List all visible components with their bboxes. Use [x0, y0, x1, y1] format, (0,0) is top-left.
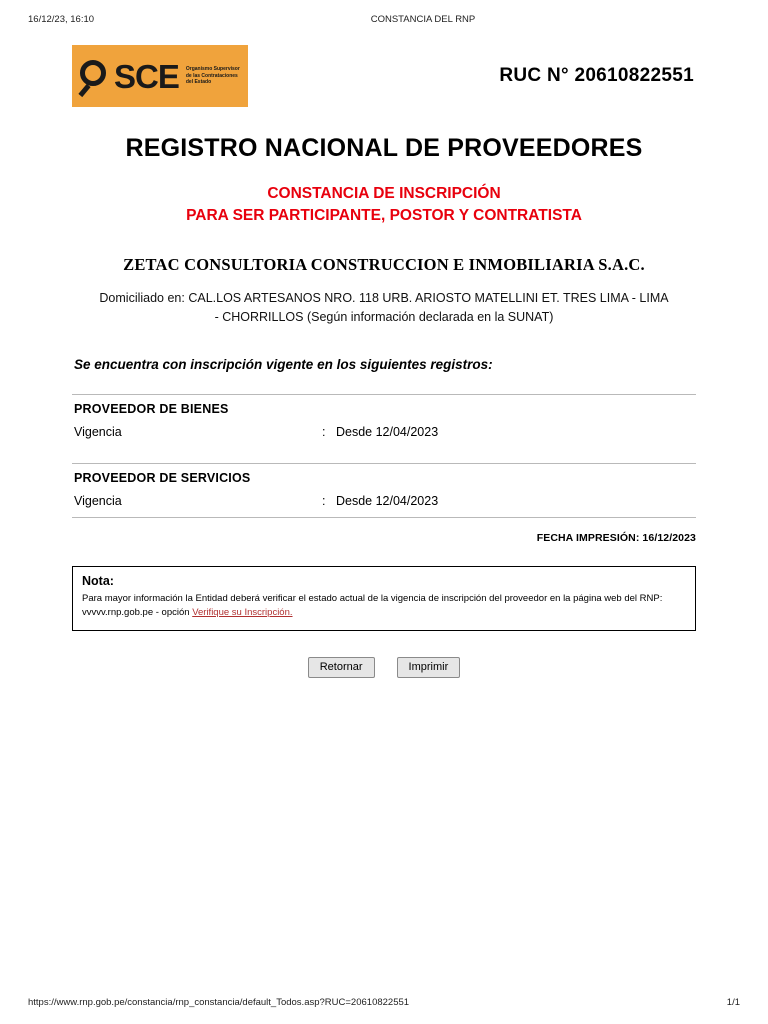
- print-footer: [0, 997, 768, 1008]
- osce-logo-text: SCE: [114, 57, 179, 95]
- print-header-date: 16/12/23, 16:10: [28, 14, 95, 25]
- print-header-title: CONSTANCIA DEL RNP: [370, 14, 476, 25]
- print-date: FECHA IMPRESIÓN: 16/12/2023: [536, 531, 696, 544]
- document-body: [72, 44, 696, 678]
- register-row-value: Desde 12/04/2023: [336, 424, 439, 439]
- print-button[interactable]: Imprimir: [397, 657, 461, 678]
- status-text: Se encuentra con inscripción vigente en los siguientes registros:: [74, 356, 493, 372]
- register-row-colon: :: [322, 424, 326, 439]
- register-row: [74, 425, 696, 448]
- company-address: [72, 289, 696, 327]
- print-footer-url: https://www.rnp.gob.pe/constancia/rnp_constancia/default_Todos.asp?RUC=20610822551: [28, 997, 410, 1008]
- registers-list: [72, 394, 696, 518]
- company-name: ZETAC CONSULTORIA CONSTRUCCION E INMOBILIARIA S.A.C.: [123, 255, 645, 274]
- return-button[interactable]: Retornar: [308, 657, 375, 678]
- register-row: [74, 494, 696, 517]
- register-block: [72, 463, 696, 517]
- osce-logo: [72, 45, 248, 107]
- register-row-label: Vigencia: [74, 424, 122, 439]
- print-footer-page: 1/1: [726, 997, 740, 1008]
- register-name: PROVEEDOR DE BIENES: [74, 401, 229, 416]
- verify-inscription-link[interactable]: Verifique su Inscripción.: [192, 607, 293, 619]
- header-row: [72, 44, 696, 108]
- register-row-colon: :: [322, 493, 326, 508]
- registers-bottom-divider: [72, 517, 696, 518]
- register-row-label: Vigencia: [74, 493, 122, 508]
- document-subtitle: [72, 183, 696, 227]
- document-subtitle-line1: CONSTANCIA DE INSCRIPCIÓN: [267, 185, 501, 202]
- magnifier-icon: [78, 53, 120, 99]
- register-name: PROVEEDOR DE SERVICIOS: [74, 470, 251, 485]
- register-block: [72, 394, 696, 448]
- page-title: REGISTRO NACIONAL DE PROVEEDORES: [125, 134, 643, 162]
- document-subtitle-line2: PARA SER PARTICIPANTE, POSTOR Y CONTRATISTA: [186, 207, 582, 224]
- print-header: [0, 14, 768, 25]
- note-text: [82, 592, 686, 621]
- osce-logo-subtitle: Organismo Supervisor de las Contrataciones del Estado: [185, 65, 240, 86]
- note-text-body: Para mayor información la Entidad deberá verificar el estado actual de la vigencia de inscripción del proveedor en la página web del RNP: vvvvv.rnp.gob.pe - opción: [82, 592, 663, 619]
- note-box: [72, 566, 696, 631]
- button-bar: [72, 657, 696, 678]
- register-row-value: Desde 12/04/2023: [336, 493, 439, 508]
- ruc-number: RUC N° 20610822551: [499, 65, 694, 86]
- company-address-line1: Domiciliado en: CAL.LOS ARTESANOS NRO. 118 URB. ARIOSTO MATELLINI ET. TRES LIMA - LIMA: [99, 291, 669, 305]
- company-address-line2: - CHORRILLOS (Según información declarada en la SUNAT): [214, 309, 554, 324]
- note-title: Nota:: [82, 573, 114, 588]
